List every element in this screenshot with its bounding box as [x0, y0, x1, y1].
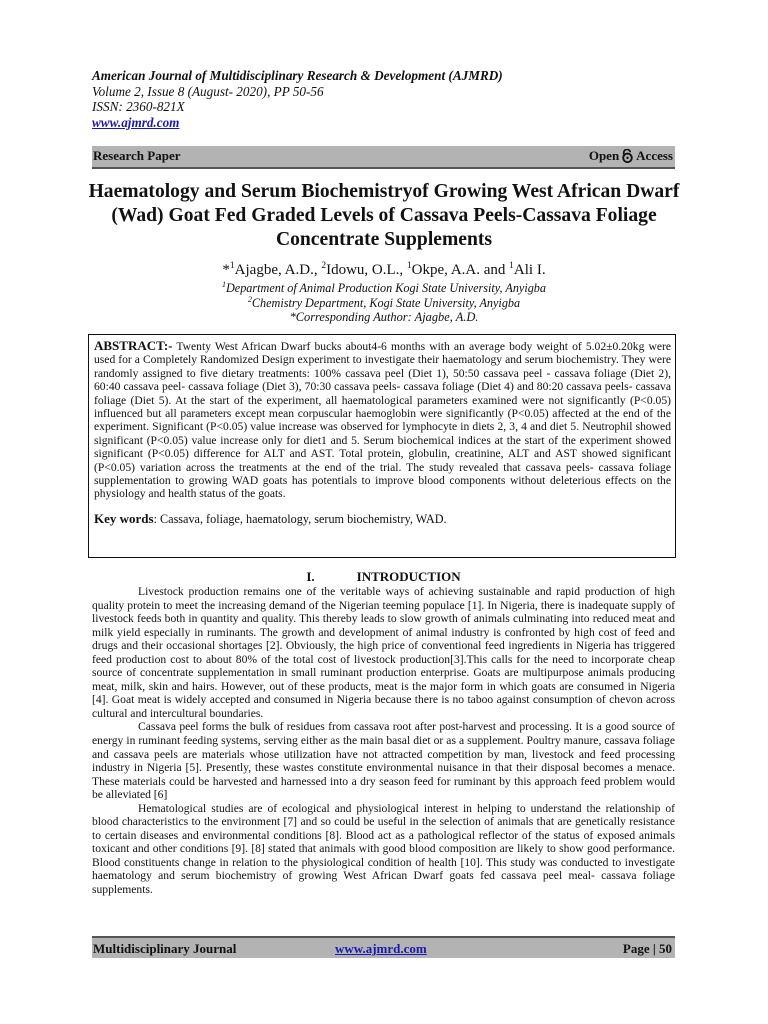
author-2: Idowu, O.L., [326, 262, 407, 278]
research-paper-banner [92, 146, 675, 169]
body-paragraph: Hematological studies are of ecological and physiological interest in helping to understand the relationship of blood characteristics to the environment [7] and so could be useful in the selection of animals that are genetically resistance to certain diseases and environmental conditions [8]. Blood act as a pathological reflector of the status of exposed animals toxicant and other conditions [9]. [8] stated that animals with good blood composition are likely to show good performance. Blood constituents change in relation to the physiological condition of health [10]. This study was conducted to investigate haematology and serum biochemistry of growing West African Dwarf goats fed cassava peel meal- cassava foliage supplements. [92, 801, 675, 897]
open-access-lock-icon [620, 149, 635, 163]
affiliation-1-text: Department of Animal Production Kogi State University, Anyigba [225, 281, 546, 296]
keywords-line [94, 512, 671, 526]
abstract-box [88, 334, 676, 558]
corresponding-star: * [222, 262, 230, 278]
journal-header [92, 68, 692, 130]
author-2-affil: 2 [321, 261, 327, 271]
abstract-text: Twenty West African Dwarf bucks about4-6 months with an average body weight of 5.02±0.20kg were used for a Completely Randomized Design experiment to investigate their haematology and serum biochemistry. They were randomly assigned to five dietary treatments: 100% cassava peel (Diet 1), 50:50 cassava peel - cassava foliage (Diet 2), 60:40 cassava peel- cassava foliage (Diet 3), 70:30 cassava peels- cassava foliage (Diet 4) and 80:20 cassava peels- cassava foliage (Diet 5). At the start of the experiment, all haematological parameters examined were not significantly (P<0.05) influenced but all parameters except mean corpuscular haemoglobin were significantly (P<0.05) affected at the end of the experiment. Significant (P<0.05) value increase was observed for lymphocyte in diets 2, 3, 4 and diet 5. Neutrophil showed significant (P<0.05) value increase only for diet1 and 5. Serum biochemical indices at the start of the experiment showed significant (P<0.05) difference for ALT and AST. Total protein, globulin, creatinine, ALT and AST showed significant (P<0.05) variation across the treatments at the end of the trial. The study revealed that cassava peels- cassava foliage supplementation to growing WAD goats has potentials to improve blood components without deleterious effects on the physiology and health status of the goats. [94, 340, 671, 501]
paper-title: Haematology and Serum Biochemistryof Growing West African Dwarf (Wad) Goat Fed Graded Levels of Cassava Peels-Cassava Foliage Concentrate Supplements [88, 181, 680, 250]
abstract-paragraph [94, 339, 671, 501]
affiliation-1-number: 1 [221, 280, 226, 289]
corresponding-author: *Corresponding Author: Ajagbe, A.D. [289, 310, 479, 324]
affiliation-2-number: 2 [247, 295, 252, 304]
body-paragraph: Livestock production remains one of the veritable ways of achieving sustainable and rapid production of high quality protein to meet the increasing demand of the Nigerian teeming populace [1]. In Nigeria, there is inadequate supply of livestock feeds both in quantity and quality. This thereby leads to slow growth of animals culminating into reduced meat and milk yield especially in ruminants. The growth and development of animal industry is confronted by high cost of feed and drugs and their occasional shortages [2]. Obviously, the high price of conventional feed ingredients in Nigeria has triggered feed production cost to about 80% of the total cost of livestock production[3].This calls for the need to incorporate cheap source of concentrate supplementation in small ruminant production enterprise. Goats are multipurpose animals producing meat, milk, skin and hairs. However, out of these products, meat is the major form in which goats are consumed in Nigeria [4]. Goat meat is widely accepted and consumed in Nigeria because there is no taboo against consumption of chevon across cultural and intercultural boundaries. [92, 585, 675, 720]
affiliation-2-text: Chemistry Department, Kogi State University, Anyigba [251, 296, 521, 311]
journal-url-link[interactable]: www.ajmrd.com [92, 114, 180, 130]
affiliation-2 [80, 295, 688, 311]
page-footer [92, 936, 675, 958]
footer-page-number: Page | 50 [622, 941, 672, 956]
introduction-body [92, 585, 675, 897]
section-title: INTRODUCTION [356, 569, 461, 584]
section-number: I. [306, 569, 315, 584]
author-3-affil: 1 [406, 261, 412, 271]
open-access-label [589, 148, 673, 164]
journal-title: American Journal of Multidisciplinary Research & Development (AJMRD) [92, 68, 503, 83]
author-4-affil: 1 [509, 261, 514, 271]
keywords-label: Key words [94, 510, 154, 526]
open-access-text-right: Access [636, 148, 673, 163]
author-list [80, 261, 688, 279]
author-1-affil: 1 [229, 261, 235, 271]
affiliation-1 [80, 280, 688, 296]
journal-issn: ISSN: 2360-821X [92, 99, 185, 114]
footer-journal: Multidisciplinary Journal [93, 941, 237, 956]
article-type-label: Research Paper [93, 148, 181, 163]
section-heading [92, 569, 675, 585]
abstract-label: ABSTRACT:- [94, 338, 173, 353]
author-4: Ali I. [513, 262, 546, 278]
author-1: Ajagbe, A.D., [234, 262, 322, 278]
journal-volume: Volume 2, Issue 8 (August- 2020), PP 50-56 [92, 83, 324, 99]
open-access-text-left: Open [588, 148, 620, 163]
body-paragraph: Cassava peel forms the bulk of residues from cassava root after post-harvest and processing. It is a good source of energy in ruminant feeding systems, serving either as the main basal diet or as a supplement. Poultry manure, cassava foliage and cassava peels are materials whose utilization have not attracted competition by man, livestock and feed processing industry in Nigeria [5]. Presently, these wastes constitute environmental nuisance in that their disposal becomes a menace. These materials could be harvested and harnessed into a dry season feed for ruminant by this approach feed problem would be alleviated [6] [92, 720, 675, 802]
author-3: Okpe, A.A. and [411, 262, 510, 278]
keywords-text: : Cassava, foliage, haematology, serum biochemistry, WAD. [153, 511, 447, 526]
footer-url-link[interactable]: www.ajmrd.com [335, 941, 427, 956]
